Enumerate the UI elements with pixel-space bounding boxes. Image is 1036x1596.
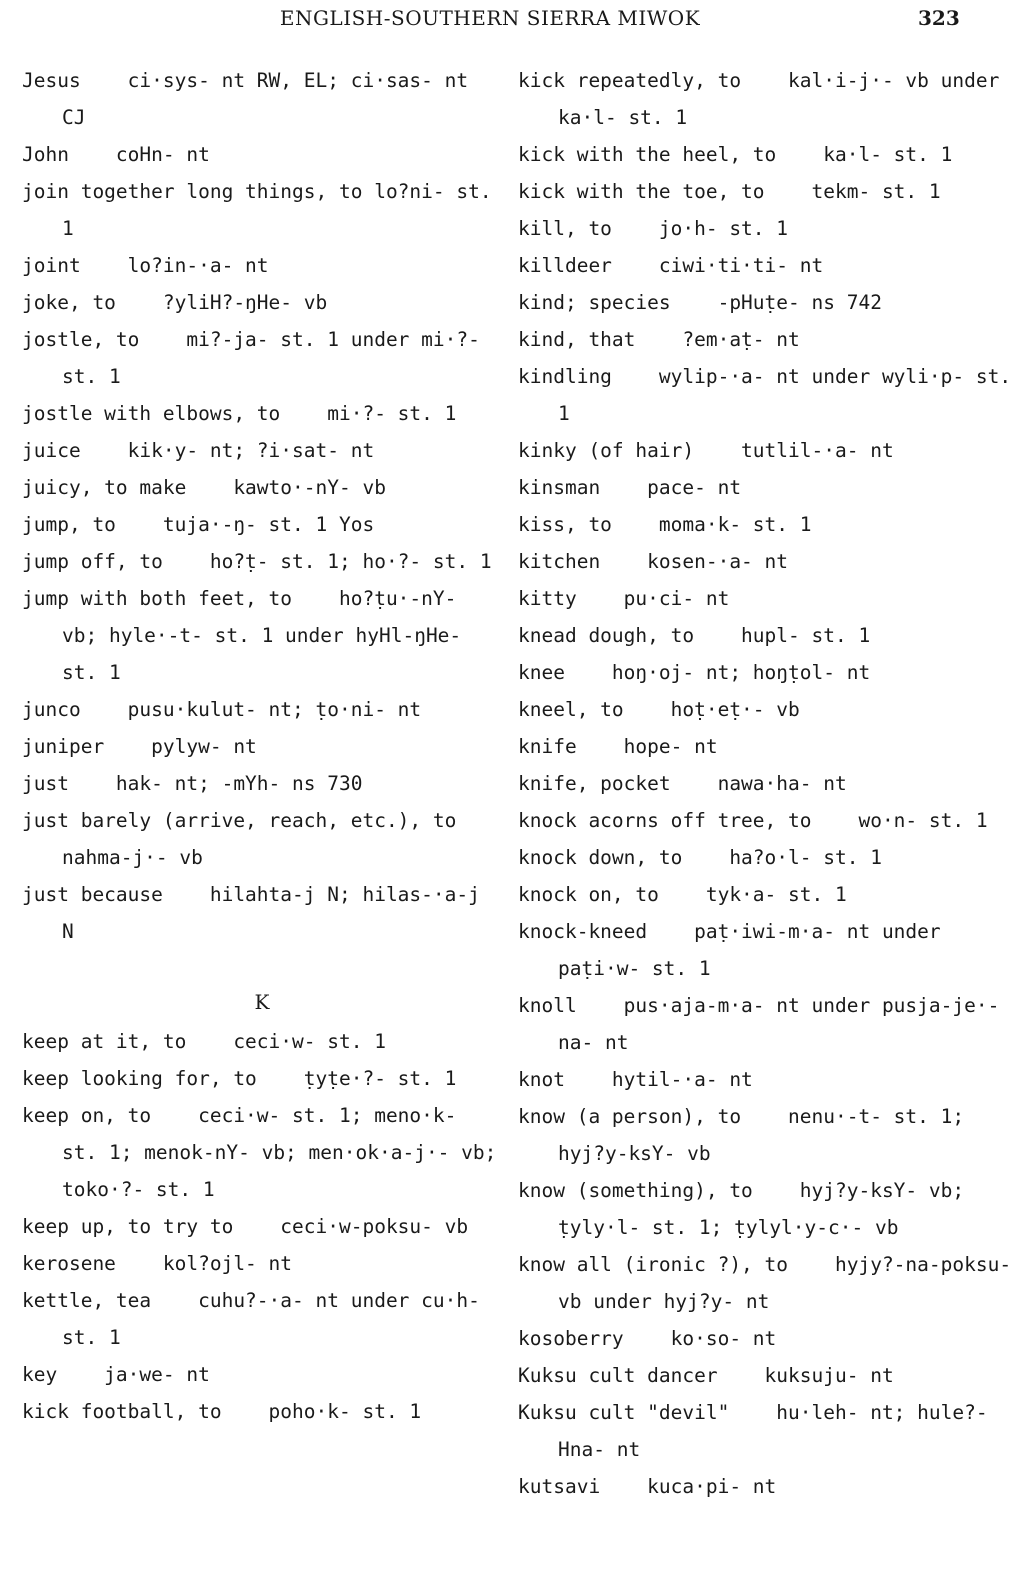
dictionary-entry: kinsman pace- nt xyxy=(518,476,742,499)
dictionary-entry: juice kik·y- nt; ?i·sat- nt xyxy=(22,439,375,462)
dictionary-entry: Kuksu cult "devil" hu·leh- nt; hule?-Hna- nt xyxy=(518,1401,988,1461)
dictionary-entry: joke, to ?yliH?-ŋHe- vb xyxy=(22,291,328,314)
dictionary-entry: kick with the toe, to tekm- st. 1 xyxy=(518,180,941,203)
dictionary-entry: kick repeatedly, to kal·i-j·- vb under ka·l- st. 1 xyxy=(518,69,1012,129)
dictionary-entry: Kuksu cult dancer kuksuju- nt xyxy=(518,1364,894,1387)
dictionary-entry: kind, that ?em·aṭ- nt xyxy=(518,328,800,351)
dictionary-entry: keep at it, to ceci·w- st. 1 xyxy=(22,1030,386,1053)
dictionary-entry: key ja·we- nt xyxy=(22,1363,210,1386)
dictionary-entry: kitty pu·ci- nt xyxy=(518,587,730,610)
dictionary-entry: knot hytil-·a- nt xyxy=(518,1068,753,1091)
dictionary-entry: jostle, to mi?-ja- st. 1 under mi·?- st. 1 xyxy=(22,328,492,388)
dictionary-entry: just barely (arrive, reach, etc.), to nahma-j·- vb xyxy=(22,809,469,869)
dictionary-entry: knife, pocket nawa·ha- nt xyxy=(518,772,847,795)
dictionary-entry: knee hoŋ·oj- nt; hoŋṭol- nt xyxy=(518,661,871,684)
dictionary-entry: killdeer ciwi·ti·ti- nt xyxy=(518,254,824,277)
dictionary-entry: joint lo?in-·a- nt xyxy=(22,254,269,277)
dictionary-entry: knock on, to tyk·a- st. 1 xyxy=(518,883,847,906)
dictionary-entry: know all (ironic ?), to hyjy?-na-poksu- vb under hyj?y- nt xyxy=(518,1253,1023,1313)
dictionary-entry: kneel, to hoṭ·eṭ·- vb xyxy=(518,698,800,721)
dictionary-entry: just hak- nt; -mYh- ns 730 xyxy=(22,772,363,795)
dictionary-entry: knife hope- nt xyxy=(518,735,718,758)
dictionary-entry: jump, to tuja·-ŋ- st. 1 Yos xyxy=(22,513,375,536)
dictionary-entry: know (something), to hyj?y-ksY- vb; ṭyly·l- st. 1; ṭylyl·y-c·- vb xyxy=(518,1179,976,1239)
dictionary-entry: jump with both feet, to ho?ṭu·-nY- vb; hyle·-t- st. 1 under hyHl-ŋHe- st. 1 xyxy=(22,587,473,684)
dictionary-entry: knock-kneed paṭ·iwi-m·a- nt under paṭi·w- st. 1 xyxy=(518,920,953,980)
left-column xyxy=(22,62,509,1430)
dictionary-entry: keep on, to ceci·w- st. 1; meno·k- st. 1; menok-nY- vb; men·ok·a-j·- vb; toko·?- st. 1 xyxy=(22,1104,509,1201)
dictionary-entry: kettle, tea cuhu?-·a- nt under cu·h- st. 1 xyxy=(22,1289,492,1349)
dictionary-entry: kitchen kosen-·a- nt xyxy=(518,550,789,573)
section-letter: K xyxy=(254,990,270,1014)
k-entry-list xyxy=(22,1023,509,1430)
running-title: ENGLISH-SOUTHERN SIERRA MIWOK xyxy=(279,6,701,30)
dictionary-entry: kind; species -pHuṭe- ns 742 xyxy=(518,291,882,314)
dictionary-entry: jostle with elbows, to mi·?- st. 1 xyxy=(22,402,457,425)
dictionary-entry: junco pusu·kulut- nt; ṭo·ni- nt xyxy=(22,698,422,721)
dictionary-entry: kerosene kol?ojl- nt xyxy=(22,1252,293,1275)
dictionary-entry: juniper pylyw- nt xyxy=(22,735,257,758)
right-column xyxy=(518,62,1023,1505)
dictionary-entry: kill, to jo·h- st. 1 xyxy=(518,217,789,240)
dictionary-entry: knock acorns off tree, to wo·n- st. 1 xyxy=(518,809,988,832)
dictionary-entry: kick football, to poho·k- st. 1 xyxy=(22,1400,422,1423)
dictionary-entry: kindling wylip-·a- nt under wyli·p- st. 1 xyxy=(518,365,1023,425)
dictionary-entry: John coHn- nt xyxy=(22,143,210,166)
dictionary-entry: know (a person), to nenu·-t- st. 1; hyj?y-ksY- vb xyxy=(518,1105,976,1165)
dictionary-entry: kinky (of hair) tutlil-·a- nt xyxy=(518,439,894,462)
dictionary-entry: keep looking for, to ṭyṭe·?- st. 1 xyxy=(22,1067,457,1090)
dictionary-entry: knead dough, to hupl- st. 1 xyxy=(518,624,871,647)
dictionary-entry: keep up, to try to ceci·w-poksu- vb xyxy=(22,1215,469,1238)
dictionary-entry: kosoberry ko·so- nt xyxy=(518,1327,777,1350)
left-entry-list xyxy=(22,62,502,950)
dictionary-entry: Jesus ci·sys- nt RW, EL; ci·sas- nt CJ xyxy=(22,69,480,129)
dictionary-entry: juicy, to make kawto·-nY- vb xyxy=(22,476,386,499)
dictionary-entry: jump off, to ho?ṭ- st. 1; ho·?- st. 1 xyxy=(22,550,492,573)
dictionary-entry: kick with the heel, to ka·l- st. 1 xyxy=(518,143,953,166)
dictionary-entry: kiss, to moma·k- st. 1 xyxy=(518,513,812,536)
page-header xyxy=(0,6,1036,36)
dictionary-entry: kutsavi kuca·pi- nt xyxy=(518,1475,777,1498)
page-number: 323 xyxy=(918,6,960,30)
dictionary-entry: knoll pus·aja-m·a- nt under pusja-je·-na- nt xyxy=(518,994,1000,1054)
dictionary-entry: just because hilahta-j N; hilas-·a-j N xyxy=(22,883,492,943)
right-entry-list xyxy=(518,62,1023,1505)
dictionary-entry: join together long things, to lo?ni- st. 1 xyxy=(22,180,504,240)
dictionary-entry: knock down, to ha?o·l- st. 1 xyxy=(518,846,882,869)
